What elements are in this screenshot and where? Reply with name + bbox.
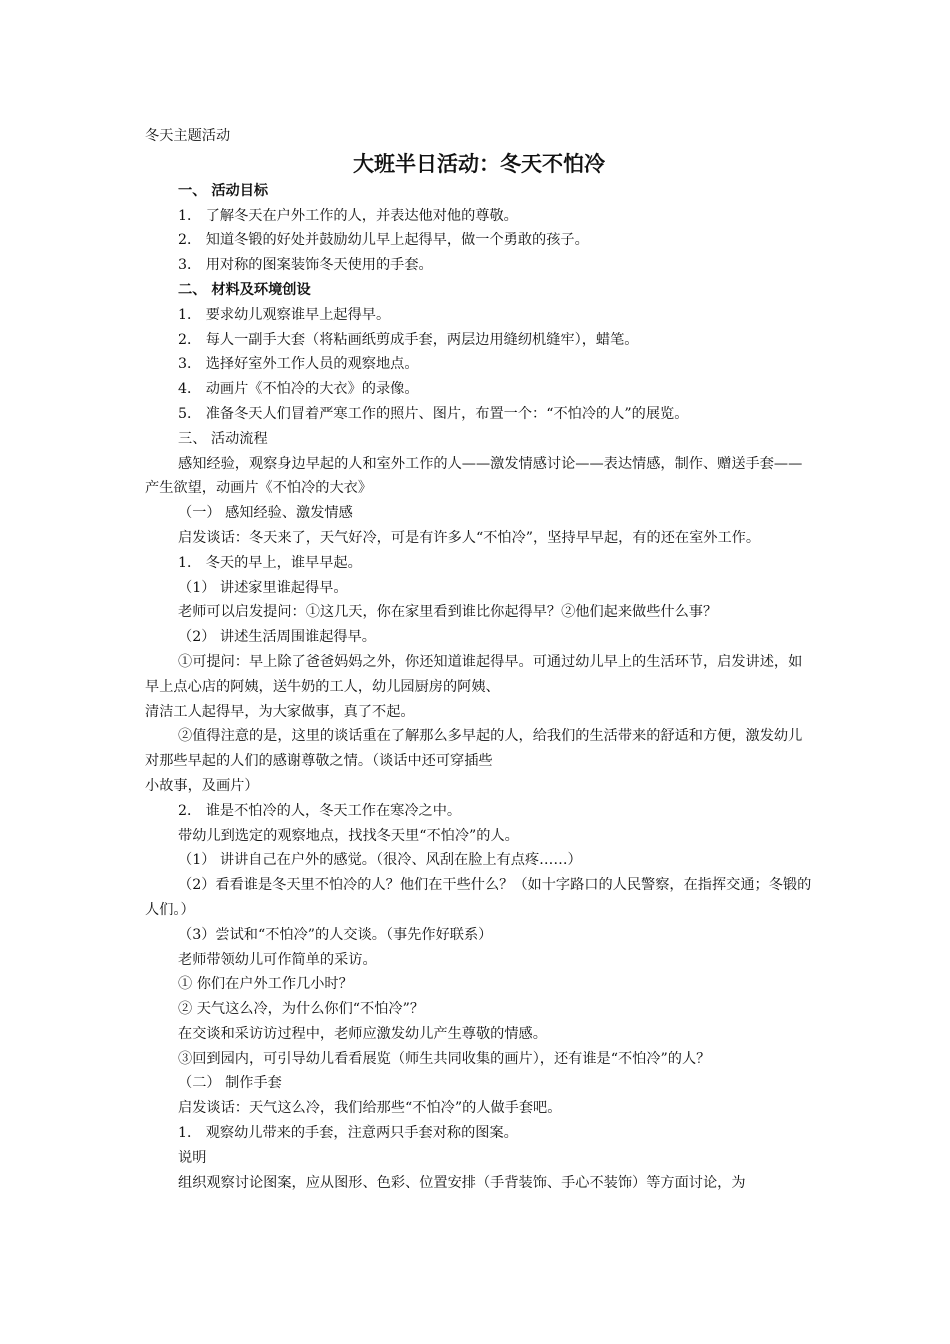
paragraph: 老师可以启发提问：①这几天，你在家里看到谁比你起得早？②他们起来做些什么事？ (178, 604, 718, 621)
paragraph: ③回到园内，可引导幼儿看看展览（师生共同收集的画片），还有谁是“不怕冷”的人？ (178, 1050, 711, 1067)
paragraph: 三、 活动流程 (178, 430, 268, 447)
paragraph: （3）尝试和“不怕冷”的人交谈。（事先作好联系） (178, 926, 493, 943)
paragraph: 二、 材料及环境创设 (178, 281, 311, 298)
paragraph: （2） 讲述生活周围谁起得早。 (178, 629, 376, 646)
document-header-label: 冬天主题活动 (145, 128, 231, 144)
paragraph: 在交谈和采访访过程中，老师应激发幼儿产生尊敬的情感。 (178, 1025, 547, 1042)
document-body (145, 124, 813, 1195)
paragraph: 3． 用对称的图案装饰冬天使用的手套。 (178, 257, 433, 274)
paragraph: 2． 知道冬锻的好处并鼓励幼儿早上起得早，做一个勇敢的孩子。 (178, 232, 589, 249)
paragraph: 1． 观察幼儿带来的手套，注意两只手套对称的图案。 (178, 1125, 518, 1142)
paragraph: 说明 (178, 1149, 207, 1166)
paragraph: 2． 谁是不怕冷的人，冬天工作在寒冷之中。 (178, 802, 462, 819)
paragraph: 老师带领幼儿可作简单的采访。 (178, 951, 377, 968)
paragraph: ② 天气这么冷，为什么你们“不怕冷”？ (178, 1001, 425, 1018)
paragraph: 启发谈话：冬天来了，天气好冷，可是有许多人“不怕冷”，坚持早早起，有的还在室外工作。 (178, 529, 761, 546)
paragraph: ① 你们在户外工作几小时？ (178, 976, 353, 993)
paragraph: 启发谈话：天气这么冷，我们给那些“不怕冷”的人做手套吧。 (178, 1100, 562, 1117)
paragraph: 小故事，及画片） (145, 777, 259, 794)
paragraph: 组织观察讨论图案，应从图形、色彩、位置安排（手背装饰、手心不装饰）等方面讨论，为 (178, 1174, 746, 1191)
paragraph: ②值得注意的是，这里的谈话重在了解那么多早起的人，给我们的生活带来的舒适和方便，激发幼儿对那些早起的人们的感谢尊敬之情。（谈话中还可穿插些 (145, 728, 803, 770)
document-title: 大班半日活动：冬天不怕冷 (353, 151, 605, 176)
paragraph: ①可提问：早上除了爸爸妈妈之外，你还知道谁起得早。可通过幼儿早上的生活环节，启发讲述，如早上点心店的阿姨，送牛奶的工人，幼儿园厨房的阿姨、 (145, 653, 803, 695)
paragraph-list (145, 179, 813, 1196)
paragraph: （一） 感知经验、激发情感 (178, 505, 353, 522)
paragraph: （二） 制作手套 (178, 1075, 282, 1092)
paragraph: 感知经验，观察身边早起的人和室外工作的人——激发情感讨论——表达情感，制作、赠送手套——产生欲望，动画片《不怕冷的大衣》 (145, 455, 803, 497)
paragraph: （1） 讲述家里谁起得早。 (178, 579, 348, 596)
paragraph: 1． 冬天的早上，谁早早起。 (178, 554, 362, 571)
paragraph: 4． 动画片《不怕冷的大衣》的录像。 (178, 381, 419, 398)
paragraph: 带幼儿到选定的观察地点，找找冬天里“不怕冷”的人。 (178, 827, 519, 844)
paragraph: 1． 了解冬天在户外工作的人，并表达他对他的尊敬。 (178, 207, 518, 224)
paragraph: 5． 准备冬天人们冒着严寒工作的照片、图片，布置一个：“不怕冷的人”的展览。 (178, 405, 689, 422)
paragraph: 2． 每人一副手大套（将粘画纸剪成手套，两层边用缝纫机缝牢），蜡笔。 (178, 331, 639, 348)
paragraph: 1． 要求幼儿观察谁早上起得早。 (178, 306, 391, 323)
paragraph: （2）看看谁是冬天里不怕冷的人？他们在干些什么？（如十字路口的人民警察，在指挥交通；冬锻的人们。） (145, 877, 812, 918)
paragraph: 3． 选择好室外工作人员的观察地点。 (178, 356, 419, 373)
paragraph: 清洁工人起得早，为大家做事，真了不起。 (145, 703, 415, 720)
paragraph: （1） 讲讲自己在户外的感觉。（很冷、风刮在脸上有点疼……） (178, 852, 582, 869)
paragraph: 一、 活动目标 (178, 182, 269, 199)
